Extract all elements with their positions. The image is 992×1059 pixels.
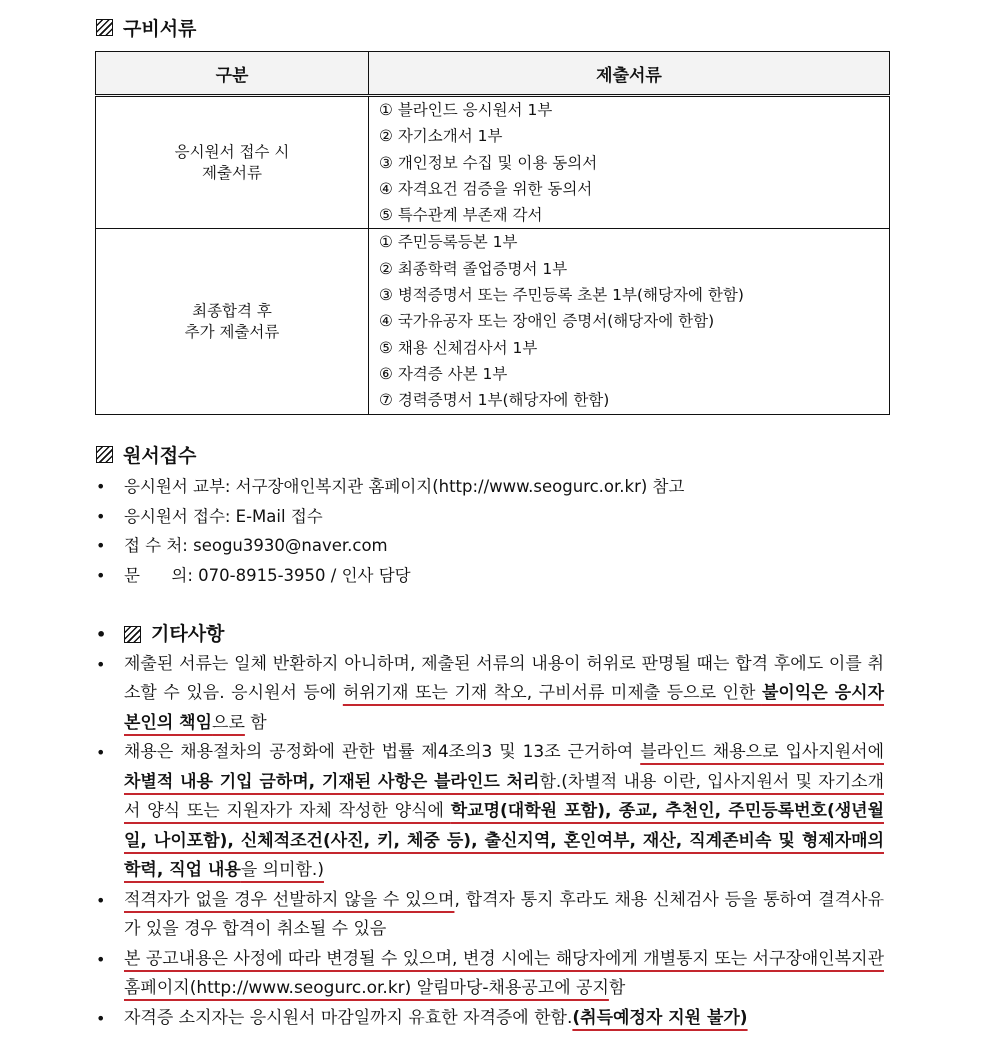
underlined-bold-text: 불이익은 응시자 본인의 책임 xyxy=(124,683,884,733)
list-item: ④ 자격요건 검증을 위한 동의서 xyxy=(379,179,593,198)
section-title-documents xyxy=(96,14,196,41)
list-item: ⑤ 채용 신체검사서 1부 xyxy=(379,338,538,357)
list-item: ⑤ 특수관계 부존재 각서 xyxy=(379,206,543,225)
list-item: ① 주민등록등본 1부 xyxy=(379,233,518,252)
list-item: ④ 국가유공자 또는 장애인 증명서(해당자에 한함) xyxy=(379,312,715,331)
hatched-square-icon xyxy=(124,626,141,643)
list-item: ② 자기소개서 1부 xyxy=(379,127,503,146)
text: 함 xyxy=(608,978,626,998)
hatched-square-icon xyxy=(96,446,113,463)
list-item: • 접 수 처: seogu3930@naver.com xyxy=(96,531,684,561)
items-cell xyxy=(369,229,890,414)
text: 자격증 소지자는 응시원서 마감일까지 유효한 자격증에 한함. xyxy=(124,1007,573,1028)
notice-paragraph-4 xyxy=(96,945,884,1004)
notice-paragraph-1 xyxy=(96,650,884,739)
section-title-application xyxy=(96,441,196,468)
documents-table xyxy=(95,51,890,415)
underlined-text: 으로 xyxy=(212,712,245,733)
underlined-text: 함.(차별적 내용 이란, 입사지원서 및 자기소개서 양식 또는 지원자가 자체 작성한 양식에 xyxy=(124,771,884,821)
category-line: 최종합격 후 xyxy=(192,301,272,320)
list-item: • 문 의: 070-8915-3950 / 인사 담당 xyxy=(96,561,684,591)
category-line: 추가 제출서류 xyxy=(184,322,280,341)
category-line: 응시원서 접수 시 xyxy=(174,142,290,161)
section-title-text: 원서접수 xyxy=(123,445,197,467)
text: , 합격자 통지 후라도 채용 신체검사 등을 통하여 결격사유가 있을 경우 합격이 취소될 수 있음 xyxy=(124,889,884,939)
list-item: • 응시원서 교부: 서구장애인복지관 홈페이지(http://www.seogurc.or.kr) 참고 xyxy=(96,472,684,502)
text: 함 xyxy=(244,712,267,733)
table-row xyxy=(96,96,890,229)
underlined-bold-text: 차별적 내용 기입 금하며, 기재된 사항은 블라인드 처리 xyxy=(124,771,540,792)
notice-paragraph-3 xyxy=(96,886,884,945)
underlined-text: 블라인드 채용으로 입사지원서에 xyxy=(640,742,884,762)
etc-section xyxy=(96,620,884,1033)
list-item: • 응시원서 접수: E-Mail 접수 xyxy=(96,502,684,532)
header-documents: 제출서류 xyxy=(369,52,890,96)
underlined-text: 적격자가 없을 경우 선발하지 않을 수 있으며 xyxy=(124,889,455,910)
section-title-text: 구비서류 xyxy=(123,18,197,40)
list-item: ② 최종학력 졸업증명서 1부 xyxy=(379,259,568,278)
category-line: 제출서류 xyxy=(202,163,262,182)
category-cell xyxy=(96,96,369,229)
list-item: ⑦ 경력증명서 1부(해당자에 한함) xyxy=(379,391,610,410)
section-title-etc xyxy=(96,620,884,650)
application-list xyxy=(96,472,684,590)
underlined-text: 본 공고내용은 사정에 따라 변경될 수 있으며, 변경 시에는 해당자에게 개별통지 또는 서구장애인복지관 홈페이지(http://www.seogurc.or.kr) 알림마당-채용공고에 공지 xyxy=(124,948,884,998)
list-item: ⑥ 자격증 사본 1부 xyxy=(379,364,508,383)
header-category: 구분 xyxy=(96,52,369,96)
notice-paragraph-5 xyxy=(96,1004,884,1034)
text: 제출된 서류는 일체 반환하지 아니하며, 제출된 서류의 내용이 허위로 판명될 때는 합격 후에도 이를 취소할 수 있음. 응시원서 등에 xyxy=(124,653,884,703)
table-header-row xyxy=(96,52,890,96)
list-item: ③ 개인정보 수집 및 이용 동의서 xyxy=(379,153,598,172)
underlined-bold-text: 학교명(대학원 포함), 종교, 추천인, 주민등록번호(생년월일, 나이포함), 신체적조건(사진, 키, 체중 등), 출신지역, 혼인여부, 재산, 직계존비속 및 형제자매의 학력, 직업 내용 xyxy=(124,801,884,880)
notice-paragraph-2 xyxy=(96,738,884,886)
list-item: ① 블라인드 응시원서 1부 xyxy=(379,101,553,119)
items-cell xyxy=(369,96,890,229)
section-title-text: • 기타사항 xyxy=(151,623,225,645)
text: 채용은 채용절차의 공정화에 관한 법률 제4조의3 및 13조 근거하여 xyxy=(124,742,641,762)
underlined-bold-text: (취득예정자 지원 불가) xyxy=(572,1007,748,1028)
table-row xyxy=(96,229,890,414)
category-cell xyxy=(96,229,369,414)
list-item: ③ 병적증명서 또는 주민등록 초본 1부(해당자에 한함) xyxy=(379,286,744,305)
hatched-square-icon xyxy=(96,19,113,36)
underlined-text: 허위기재 또는 기재 착오, 구비서류 미제출 등으로 인한 xyxy=(342,683,762,703)
underlined-text: 을 의미함.) xyxy=(240,860,324,880)
